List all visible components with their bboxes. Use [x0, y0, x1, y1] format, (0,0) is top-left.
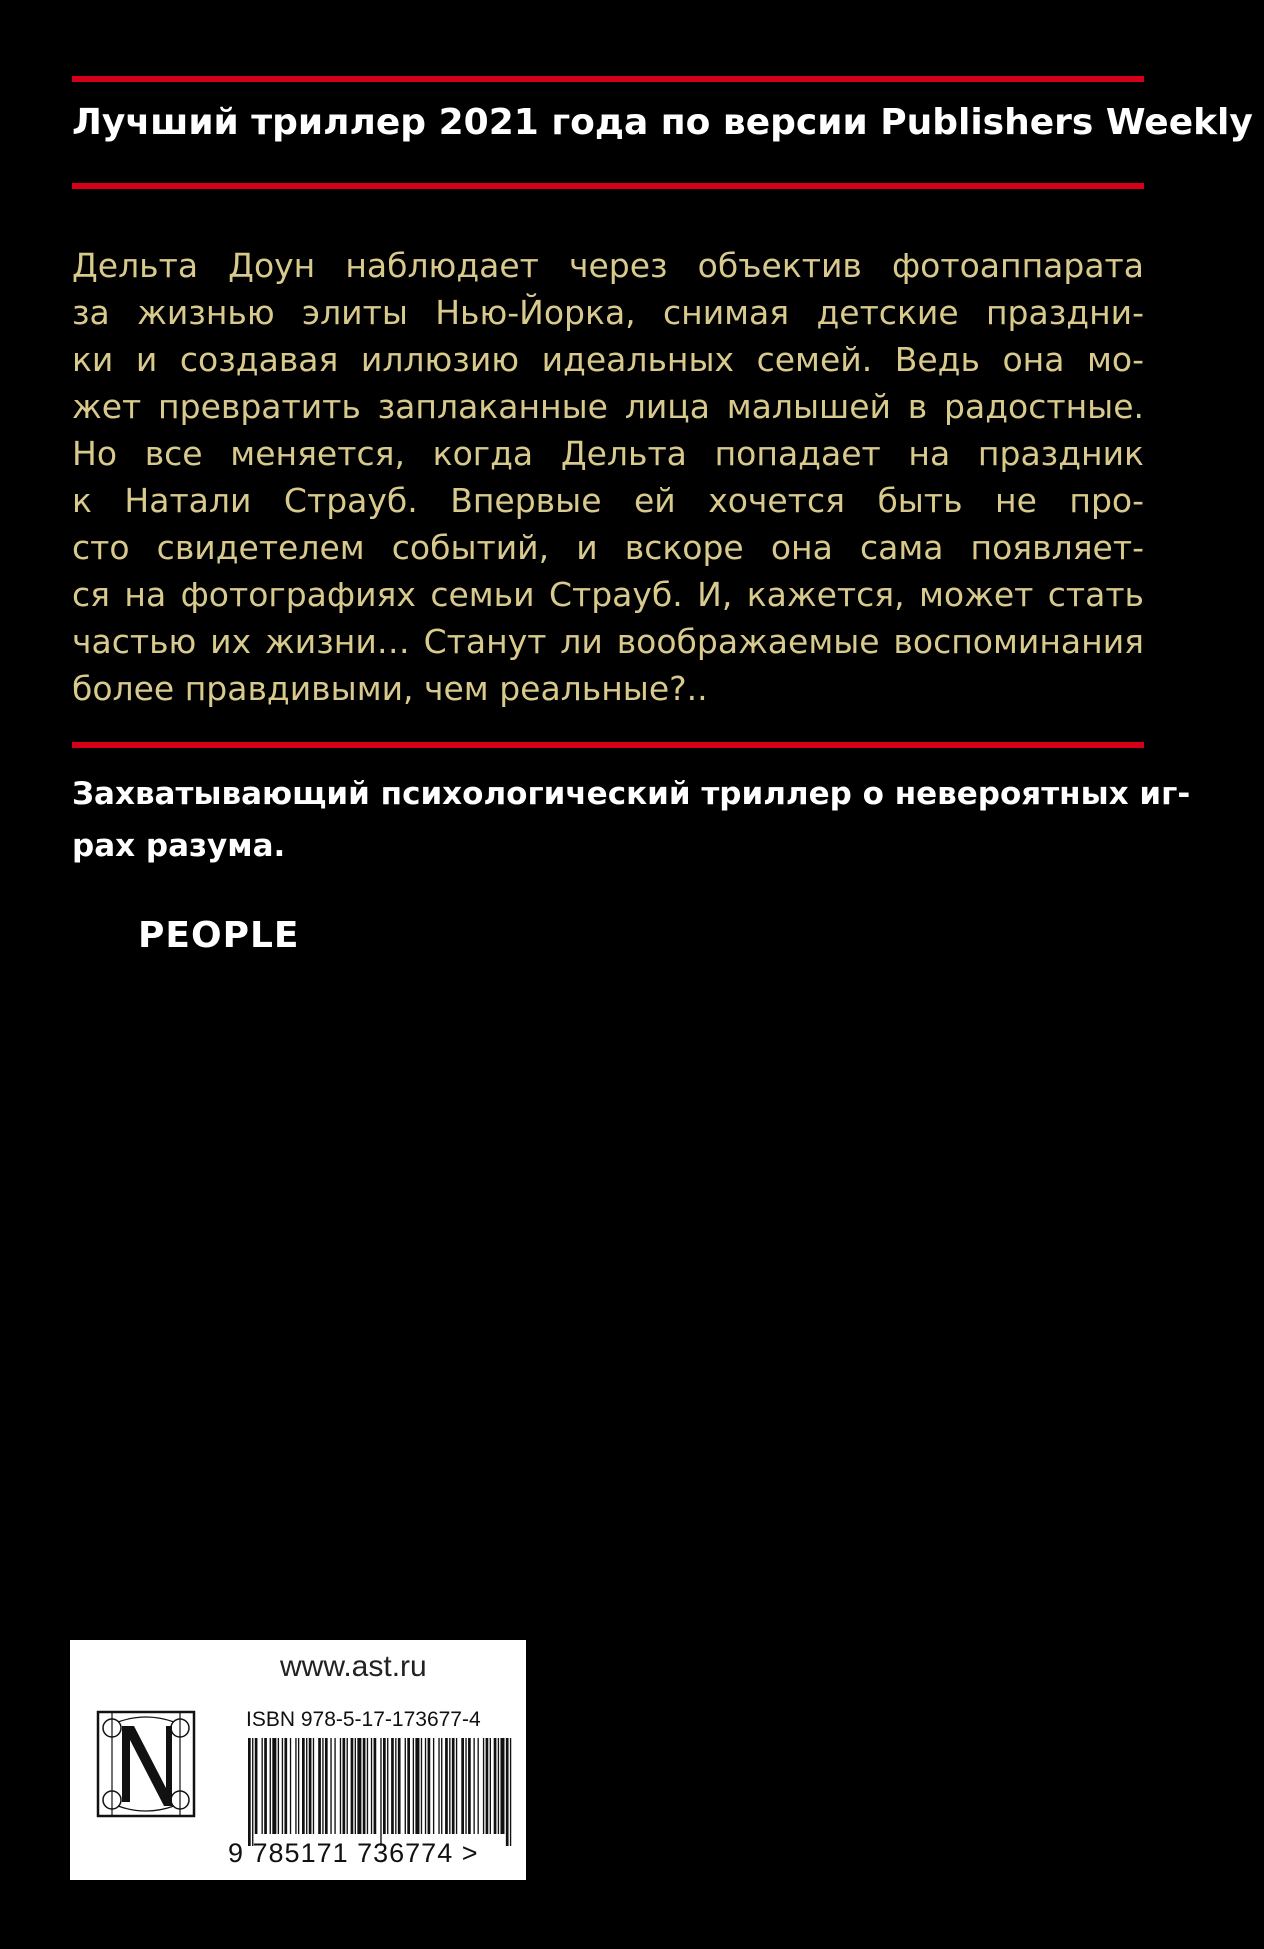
barcode-bar [255, 1738, 258, 1834]
barcode-bar [264, 1738, 267, 1834]
barcode-bar [322, 1738, 323, 1834]
barcode-bar [407, 1738, 410, 1834]
ean-digits: 9 785171 736774 > [228, 1838, 479, 1868]
barcode-bar [433, 1738, 434, 1834]
blurb-line: Но все меняется, когда Дельта попадает на праздник [72, 434, 1144, 473]
blurb-line: за жизнью элиты Нью-Йорка, снимая детские праздни- [72, 293, 1144, 332]
barcode-bar [478, 1738, 479, 1834]
review-red-rule [72, 742, 1144, 748]
barcode-bar [473, 1738, 474, 1834]
barcode-bar [298, 1738, 299, 1834]
barcode-bar [367, 1738, 368, 1834]
blurb-line: ки и создавая иллюзию идеальных семей. Ведь она мо- [72, 340, 1144, 379]
barcode-bar [494, 1738, 497, 1834]
barcode-bar [248, 1738, 251, 1846]
barcode-bar [270, 1738, 271, 1834]
blurb-line: частью их жизни… Станут ли воображаемые воспоминания [72, 622, 1144, 661]
review-quote-line: Захватывающий психологический триллер о невероятных иг- [72, 776, 1191, 812]
barcode-bar [252, 1738, 253, 1846]
barcode-bar [413, 1738, 414, 1834]
barcode-bar [318, 1738, 321, 1834]
barcode-bar [445, 1738, 448, 1834]
top-red-rule [72, 76, 1144, 82]
barcode-bar [278, 1738, 279, 1834]
blurb-line: более правдивыми, чем реальные?.. [72, 669, 708, 708]
barcode-bar [506, 1738, 509, 1846]
barcode-bar [313, 1738, 314, 1834]
blurb-line: сто свидетелем событий, и вскоре она сама появляет- [72, 528, 1144, 567]
ean-barcode [246, 1738, 514, 1846]
barcode-bar [391, 1738, 394, 1834]
blurb-line: Дельта Доун наблюдает через объектив фотоаппарата [72, 246, 1144, 285]
barcode-bar [468, 1738, 471, 1834]
barcode-bar [347, 1738, 348, 1834]
isbn-label: ISBN 978-5-17-173677-4 [246, 1708, 481, 1731]
barcode-bar [374, 1738, 377, 1834]
barcode-bar [483, 1738, 484, 1834]
blurb-text [72, 242, 1144, 712]
blurb-line: к Натали Страуб. Впервые ей хочется быть не про- [72, 481, 1144, 520]
barcode-bar [461, 1738, 464, 1834]
publisher-N-monogram-icon [94, 1708, 198, 1820]
barcode-bar [330, 1738, 331, 1834]
blurb-line: ся на фотографиях семьи Страуб. И, кажется, может стать [72, 575, 1144, 614]
barcode-bar [425, 1738, 426, 1834]
barcode-bar [371, 1738, 372, 1834]
barcode-bar [441, 1738, 442, 1834]
barcode-bar [490, 1738, 491, 1834]
barcode-bar [405, 1738, 406, 1834]
barcode-bar [290, 1738, 291, 1834]
barcode-bar [343, 1738, 346, 1834]
barcode-bar [486, 1738, 489, 1834]
barcode-bar [415, 1738, 419, 1834]
barcode-bar [456, 1738, 457, 1834]
barcode-bar [363, 1738, 366, 1834]
publisher-website: www.ast.ru [280, 1650, 427, 1683]
barcode-bar [452, 1738, 455, 1834]
barcode-bar [309, 1738, 312, 1834]
barcode-bar [387, 1738, 388, 1834]
barcode-bar [398, 1738, 401, 1834]
barcode-panel [70, 1640, 526, 1880]
barcode-bar [340, 1738, 341, 1834]
barcode-bar [465, 1738, 466, 1834]
barcode-bar [498, 1738, 499, 1834]
barcode-bar [325, 1738, 328, 1834]
barcode-bar [438, 1738, 439, 1834]
award-red-rule [72, 183, 1144, 189]
review-source: PEOPLE [138, 915, 300, 956]
barcode-bar [380, 1738, 381, 1846]
review-quote-line: рах разума. [72, 828, 286, 864]
barcode-bar [334, 1738, 335, 1834]
barcode-bar [284, 1738, 287, 1834]
barcode-bar [510, 1738, 511, 1846]
barcode-bar [500, 1738, 504, 1834]
barcode-bar [357, 1738, 361, 1834]
barcode-bar [383, 1738, 386, 1834]
barcode-bar [282, 1738, 283, 1834]
barcode-bar [428, 1738, 431, 1834]
review-quote [72, 768, 1191, 872]
barcode-bar [395, 1738, 396, 1834]
barcode-bar [302, 1738, 305, 1834]
barcode-bar [449, 1738, 450, 1834]
barcode-bar [295, 1738, 296, 1834]
barcode-bar [306, 1738, 307, 1834]
award-line: Лучший триллер 2021 года по версии Publishers Weekly [72, 102, 1253, 143]
barcode-bar [421, 1738, 422, 1834]
barcode-bar [351, 1738, 354, 1834]
barcode-bar [355, 1738, 356, 1834]
barcode-bar [272, 1738, 276, 1834]
blurb-line: жет превратить заплаканные лица малышей в радостные. [72, 387, 1144, 426]
barcode-bar [262, 1738, 263, 1834]
